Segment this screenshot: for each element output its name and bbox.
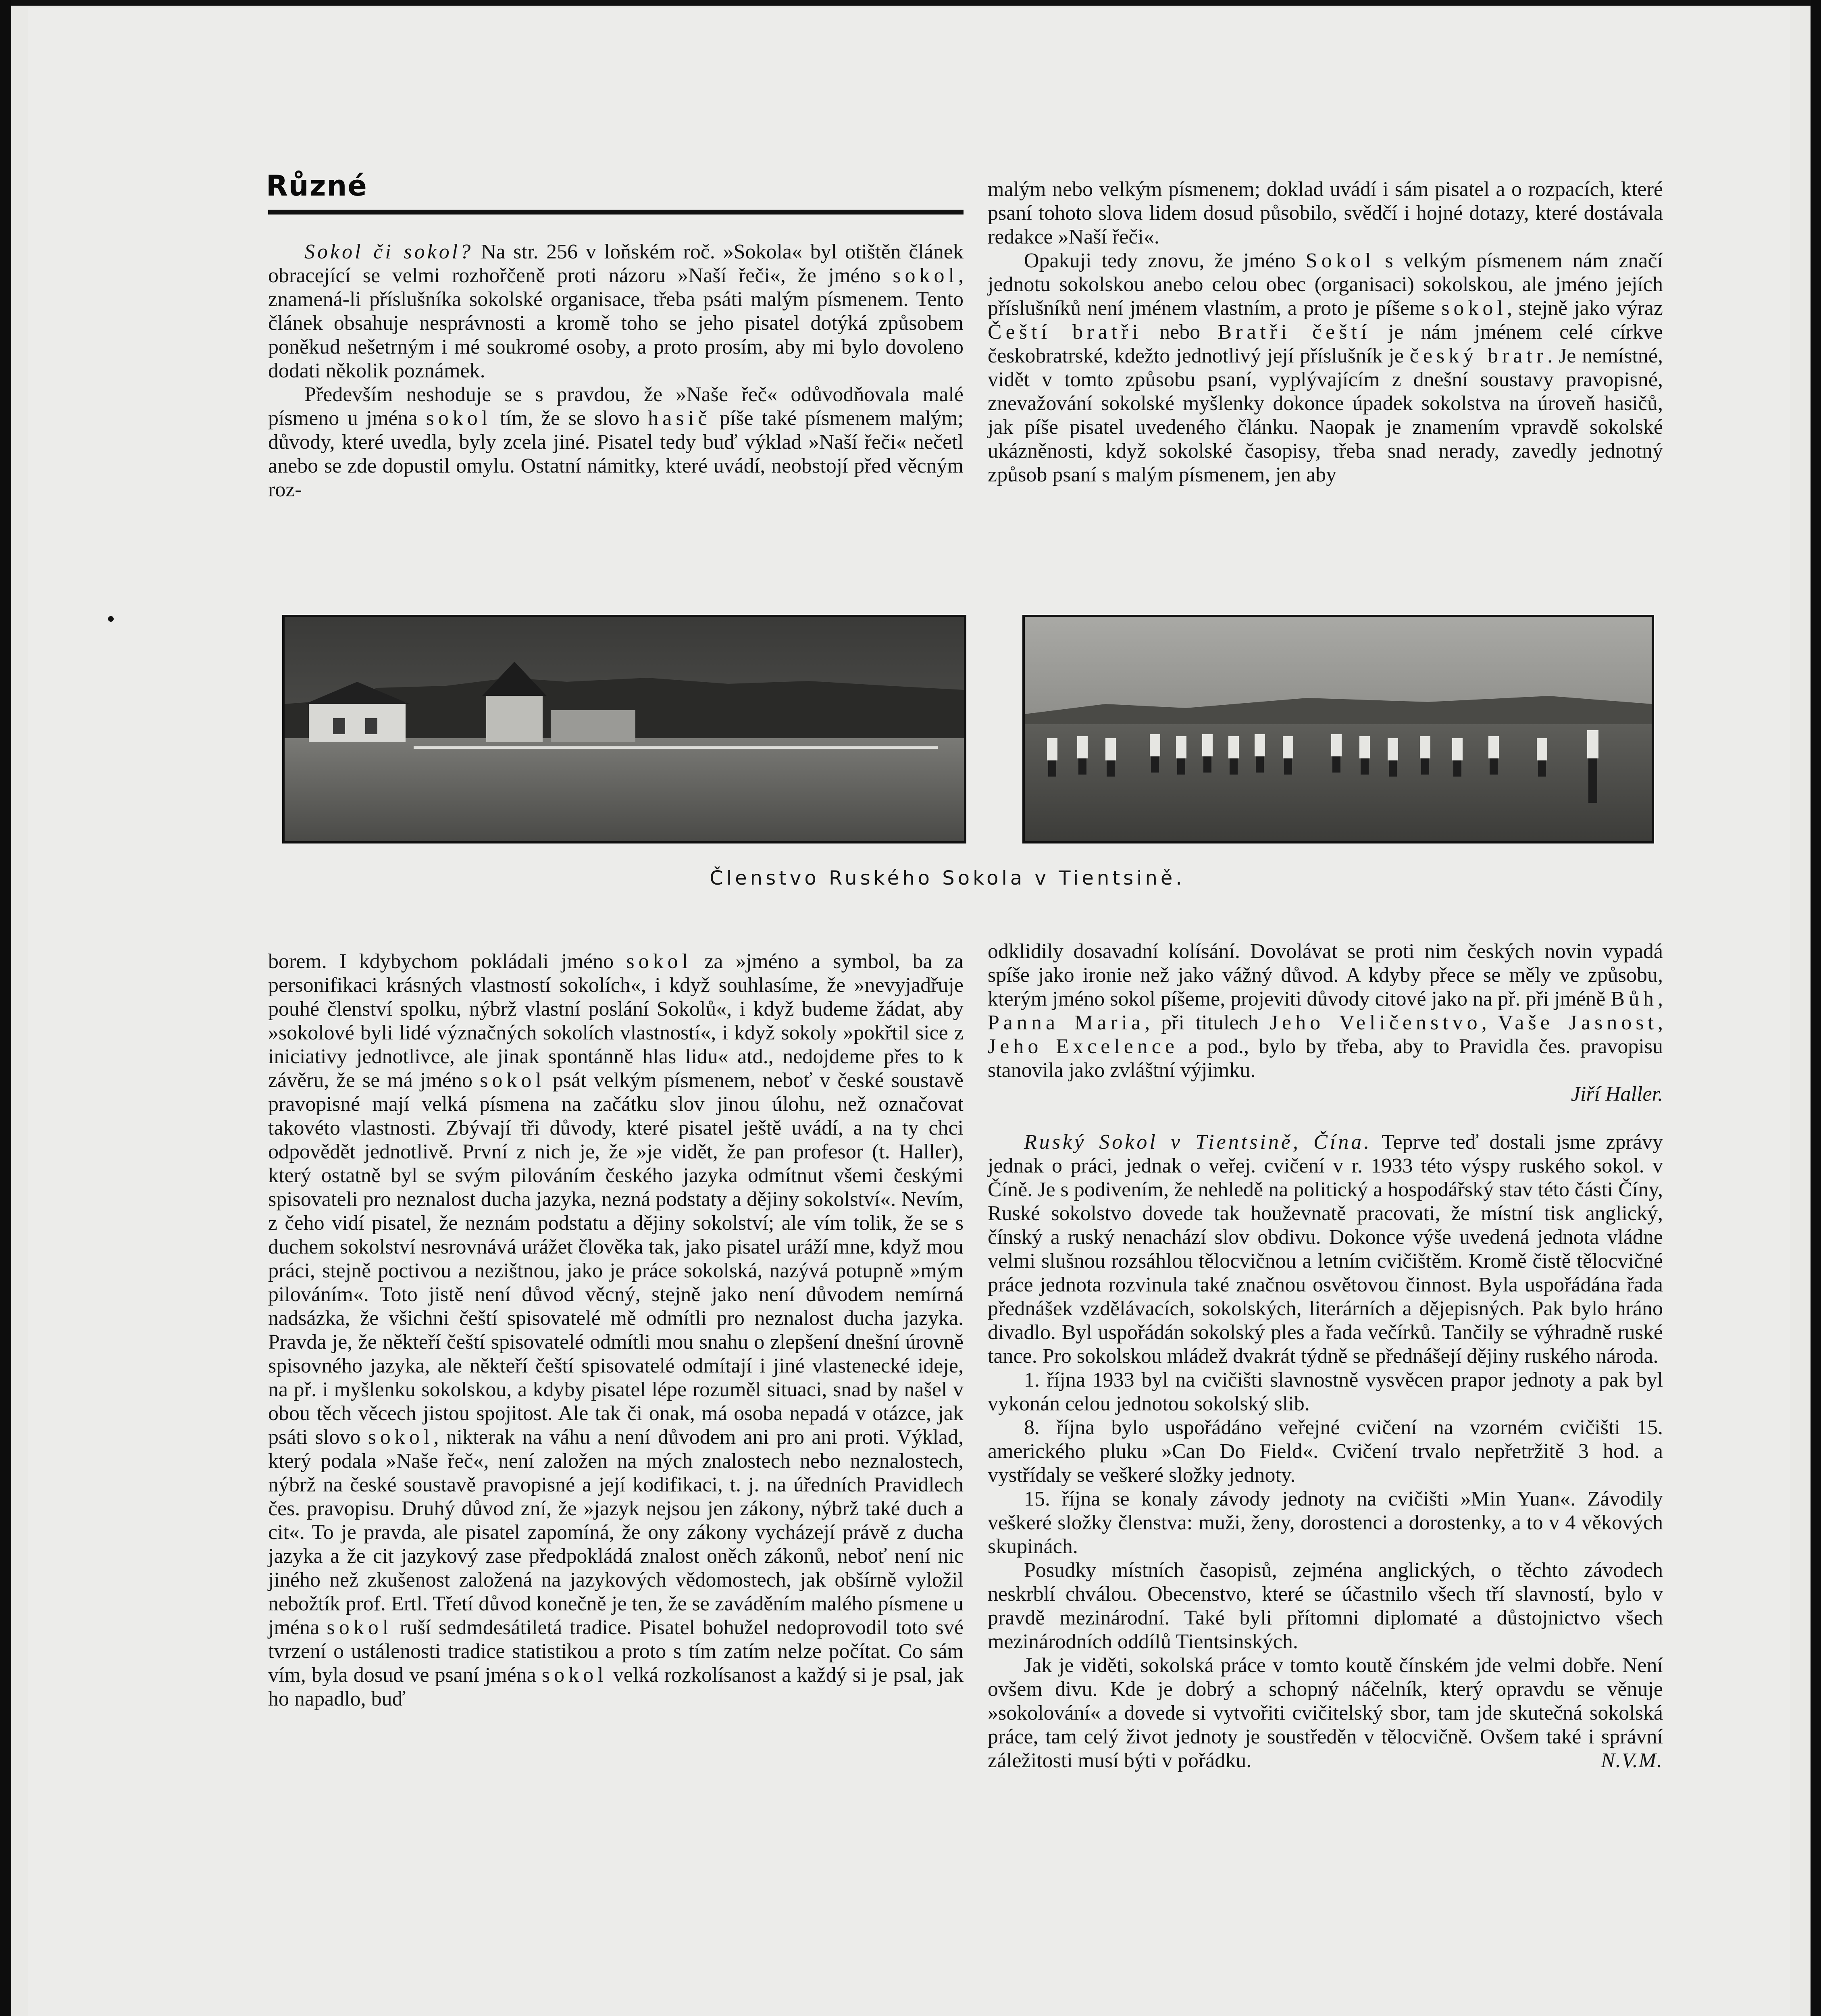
photo-right: [1022, 615, 1654, 843]
article-title: Ruský Sokol v Tientsině, Čína.: [1024, 1131, 1372, 1154]
article-paragraph: Ruský Sokol v Tientsině, Čína. Teprve teď dostali jsme zprávy jednak o práci, jednak o veřej. cvičení v r. 1933 této výspy ruského sokol. v Číně. Je s podivením, že nehledě na politický a hospodářský stav této části Číny, Ruské sokolstvo dovede tak houževnatě pracovati, že místní tisk anglický, čínský a ruský nenachází slov obdivu. Dokonce výše uvedená jednota vládne velmi slušnou rozsáhlou tělocvičnou a letním cvičištěm. Kromě čistě tělocvičné práce jednota rozvinula také značnou osvětovou činnost. Byla uspořádána řada přednášek vzdělávacích, sokolských, literárních a dějepisných. Pak bylo hráno divadlo. Byl uspořádán sokolský ples a řada večírků. Tančily se výhradně ruské tance. Pro sokolskou mládež dvakrát týdně se přednášejí dějiny ruského národa.: [988, 1131, 1663, 1368]
photo-buildings-field: [285, 617, 964, 841]
photo-gymnasts-field: [1025, 617, 1652, 841]
section-heading: Různé: [266, 169, 368, 202]
author-signature: Jiří Haller.: [1571, 1083, 1663, 1106]
column-top-left: [268, 240, 964, 502]
scan-border-top: [0, 0, 1821, 6]
column-top-right: [988, 177, 1663, 487]
article-paragraph: Opakuji tedy znovu, že jméno Sokol s velkým písmenem nám značí jednotu sokolskou anebo celou obec (organisaci) sokolskou, ale jméno jejích příslušníků není jménem vlastním, a proto je píšeme sokol, stejně jako výraz Čeští bratři nebo Bratři čeští je nám jménem celé církve českobratrské, kdežto jednotlivý její příslušník je český bratr. Je nemístné, vidět v tomto způsobu psaní, vyplývajícím z dnešní soustavy pravopisné, znevažování sokolské myšlenky dokonce úpadek sokolstva na úroveň hasičů, jak píše pisatel uvedeného článku. Naopak je znamením vpravdě sokolské ukázněnosti, když sokolské časopisy, třeba snad nerady, zavedly jednotný způsob psaní s malým písmenem, jen aby: [988, 249, 1663, 486]
heading-rule: [268, 210, 964, 215]
article-paragraph: 1. října 1933 byl na cvičišti slavnostně vysvěcen prapor jednoty a pak byl vykonán celou jednotou sokolský slib.: [988, 1368, 1663, 1415]
scan-border-right: [1811, 0, 1821, 2016]
article-title: Sokol či sokol?: [304, 240, 473, 263]
article-paragraph: malým nebo velkým písmenem; doklad uvádí i sám pisatel a o rozpacích, které psaní tohoto slova lidem dosud působilo, svědčí i hojné dotazy, které dostávala redakce »Naší řeči«.: [988, 178, 1663, 248]
article-paragraph: 15. října se konaly závody jednoty na cvičišti »Min Yuan«. Závodily veškeré složky členstva: muži, ženy, dorostenci a dorostenky, a to v 4 věkových skupinách.: [988, 1487, 1663, 1558]
article-paragraph: 8. října bylo uspořádáno veřejné cvičení na vzorném cvičišti 15. amerického pluku »Can Do Field«. Cvičení trvalo nepřetržitě 3 hod. a vystřídaly se veškeré složky jednoty.: [988, 1416, 1663, 1487]
article-paragraph: Jak je viděti, sokolská práce v tomto koutě čínském jde velmi dobře. Není ovšem divu. Kde je dobrý a schopný náčelník, který opravdu se věnuje »sokolování« a dovede si vytvořiti cvičitelský sbor, tam jde skutečná sokolská práce, tam celý život jednoty je soustředěn v tělocvičně. Ovšem také i správní záležitosti musí býti v pořádku. N.V.M.: [988, 1654, 1663, 1772]
article-paragraph: odklidily dosavadní kolísání. Dovolávat se proti nim českých novin vypadá spíše jako ironie než jako vážný důvod. A kdyby přece se měly ve způsobu, kterým jméno sokol píšeme, projeviti důvody citové jako na př. při jméně Bůh, Panna Maria, při titulech Jeho Veličenstvo, Vaše Jasnost, Jeho Excelence a pod., bylo by třeba, aby to Pravidla čes. pravopisu stanovila jako zvláštní výjimku.: [988, 940, 1663, 1082]
article-paragraph: Posudky místních časopisů, zejména anglických, o těchto závodech neskrblí chválou. Obecenstvo, které se účastnilo všech tří slavností, bylo v pravdě mezinárodní. Také byli přítomni diplomaté a důstojnictvo všech mezinárodních oddílů Tientsinských.: [988, 1559, 1663, 1653]
column-bottom-right: [988, 939, 1663, 1772]
article-paragraph: borem. I kdybychom pokládali jméno sokol za »jméno a symbol, ba za personifikaci krásných vlastností sokolích«, i když souhlasíme, že »nevyjadřuje pouhé členství spolku, nýbrž vlastní poslání Sokolů«, i když budeme žádat, aby »sokolové byli lidé význačných sokolích vlastností«, i když sokoly »pokřtil sice z iniciativy jednotlivce, ale jinak spontánně hlas lidu« atd., nedojdeme přes to k závěru, že se má jméno sokol psát velkým písmenem, neboť v české soustavě pravopisné mají velká písmena na začátku slov jinou úlohu, než označovat takovéto vlastnosti. Zbývají tři důvody, které pisatel ještě uvádí, a na ty chci odpovědět jednotlivě. První z nich je, že »je vidět, že pan profesor (t. Haller), který ostatně byl se svým pilováním českého jazyka odmítnut všemi českými spisovateli pro neznalost ducha jazyka, nezná podstaty a dějiny sokolství«. Nevím, z čeho vidí pisatel, že neznám podstatu a dějiny sokolství; ale vím tolik, že se s duchem sokolství nesrovnává urážet člověka tak, jako pisatel uráží mne, když mou práci, stejně poctivou a nezištnou, jako je práce sokolská, nazývá potupně »mým pilováním«. Toto jistě není důvod věcný, stejně jako není důvodem nemírná nadsázka, že všichni čeští spisovatelé mě odmítli pro neznalost ducha jazyka. Pravda je, že někteří čeští spisovatelé odmítli mou snahu o zlepšení dnešní úrovně spisovného jazyka, ale někteří čeští spisovatelé odmítají i jiné vlastenecké ideje, na př. i myšlenku sokolskou, a kdyby pisatel lépe rozuměl situaci, snad by našel v obou těch věcech jistou spojitost. Ale tak či onak, má osoba nepadá v otázce, jak psáti slovo sokol, nikterak na váhu a není důvodem ani pro ani proti. Výklad, který podala »Naše řeč«, není založen na mých znalostech nebo neznalostech, nýbrž na české soustavě pravopisné a její kodifikaci, t. j. na úředních Pravidlech čes. pravopisu. Druhý důvod zní, že »jazyk nejsou jen zákony, nýbrž také duch a cit«. To je pravda, ale pisatel zapomíná, že ony zákony vycházejí právě z ducha jazyka a že cit jazykový zase předpokládá znalost oněch zákonů, neboť není nic jiného než zkušenost založená na jazykových vědomostech, jak obšírně vyložil nebožtík prof. Ertl. Třetí důvod konečně je ten, že se zaváděním malého písmene u jména sokol ruší sedmdesátiletá tradice. Pisatel bohužel nedoprovodil toto své tvrzení o ustálenosti tradice statistikou a proto s tím zatím nelze počítat. Co sám vím, byla dosud ve psaní jména sokol velká rozkolísanost a každý si je psal, jak ho napadlo, buď: [268, 950, 964, 1710]
photo-left: [282, 615, 966, 843]
article-paragraph: Sokol či sokol? Na str. 256 v loňském roč. »Sokola« byl otištěn článek obracející se velmi rozhořčeně proti názoru »Naší řeči«, že jméno sokol, znamená-li příslušníka sokolské organisace, třeba psáti malým písmenem. Tento článek obsahuje nesprávnosti a kromě toho se jeho pisatel dotýká způsobem poněkud nešetrným i mé soukromé osoby, a proto prosím, aby mi bylo dovoleno dodati několik poznámek.: [268, 240, 964, 382]
author-signature: N.V.M.: [1600, 1749, 1663, 1772]
photo-caption: Členstvo Ruského Sokola v Tientsině.: [710, 867, 1185, 889]
column-bottom-left: [268, 950, 964, 1711]
scan-border-left: [0, 0, 11, 2016]
scan-speck: [108, 616, 114, 622]
article-paragraph: Především neshoduje se s pravdou, že »Naše řeč« odůvodňovala malé písmeno u jména sokol tím, že se slovo hasič píše také písmenem malým; důvody, které uvedla, byly zcela jiné. Pisatel tedy buď výklad »Naší řeči« nečetl anebo se zde dopustil omylu. Ostatní námitky, které uvádí, neobstojí před věcným roz-: [268, 383, 964, 501]
